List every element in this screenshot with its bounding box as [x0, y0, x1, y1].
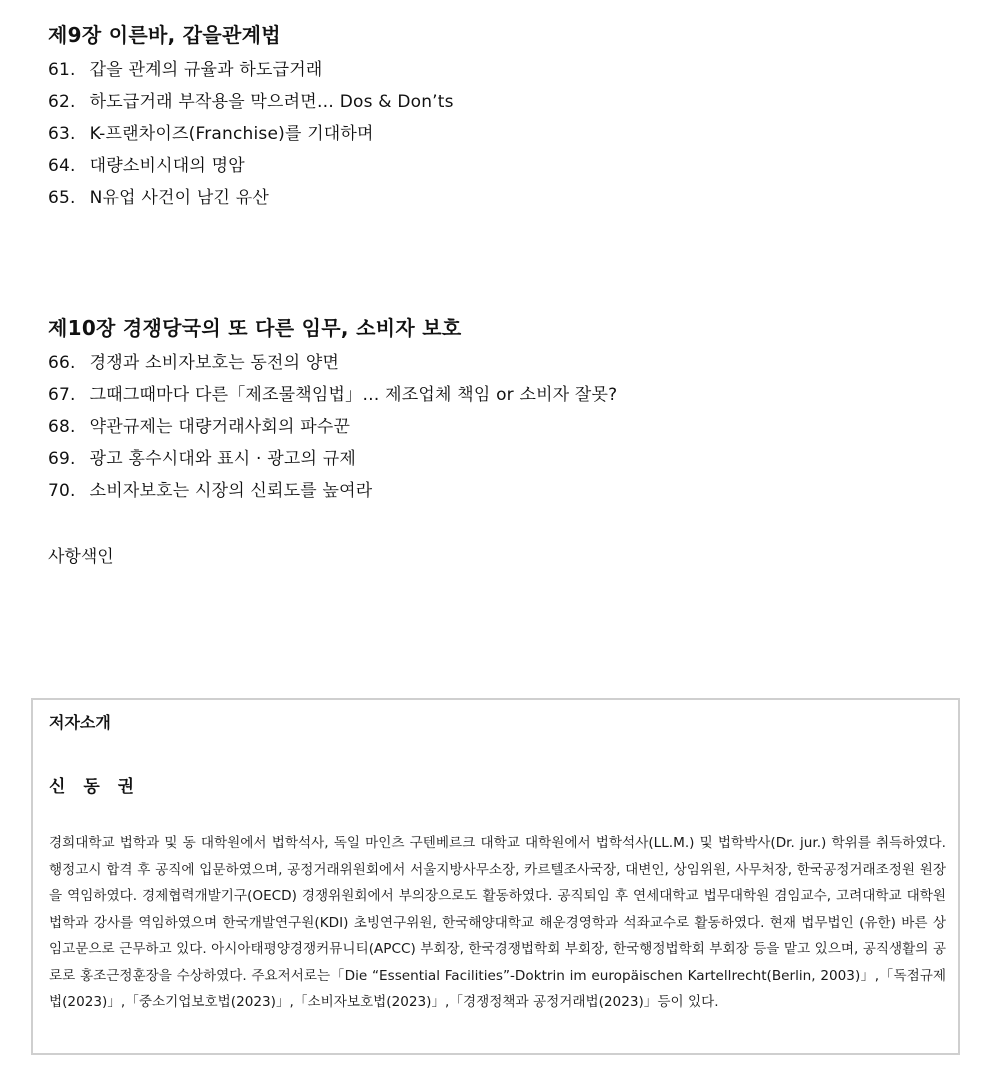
- toc-item-number: 64.: [48, 156, 76, 176]
- toc-item-number: 67.: [48, 385, 76, 405]
- author-bio: 경희대학교 법학과 및 동 대학원에서 법학석사, 독일 마인츠 구텐베르크 대학교 대학원에서 법학석사(LL.M.) 및 법학박사(Dr. jur.) 학위를 취득하였다. 행정고시 합격 후 공직에 입문하였으며, 공정거래위원회에서 서울지방사무소장, 카르텔조사국장, 대변인, 상임위원, 사무처장, 한국공정거래조정원 원장을 역임하였다. 경제협력개발기구(OECD) 경쟁위원회에서 부의장으로도 활동하였다. 공직퇴임 후 연세대학교 법무대학원 겸임교수, 고려대학교 대학원 법학과 강사를 역임하였으며 한국개발연구원(KDI) 초빙연구위원, 한국해양대학교 해운경영학과 석좌교수로 활동하였다. 현재 법무법인 (유한) 바른 상임고문으로 근무하고 있다. 아시아태평양경쟁커뮤니티(APCC) 부회장, 한국경쟁법학회 부회장, 한국행정법학회 부회장 등을 맡고 있으며, 공직생활의 공로로 홍조근정훈장을 수상하였다. 주요저서로는「Die “Essential Facilities”-Doktrin im europäischen Kartellrecht(Berlin, 2003)」,「독점규제법(2023)」,「중소기업보호법(2023)」,「소비자보호법(2023)」,「경쟁정책과 공정거래법(2023)」등이 있다.: [49, 835, 946, 1010]
- toc-item-number: 66.: [48, 353, 76, 373]
- chapter-10-toc-list: [48, 347, 617, 507]
- toc-item-68[interactable]: [48, 411, 617, 443]
- chapter-10-title: 제10장 경쟁당국의 또 다른 임무, 소비자 보호: [48, 316, 462, 340]
- toc-item-number: 61.: [48, 60, 76, 80]
- toc-item-70[interactable]: [48, 475, 617, 507]
- author-heading: 저자소개: [49, 713, 111, 732]
- toc-item-title: 소비자보호는 시장의 신뢰도를 높여라: [89, 481, 373, 501]
- chapter-9-section: [48, 20, 454, 214]
- chapter-9-title: 제9장 이른바, 갑을관계법: [48, 23, 281, 47]
- toc-item-number: 62.: [48, 92, 76, 112]
- toc-item-title: 경쟁과 소비자보호는 동전의 양면: [89, 353, 340, 373]
- toc-item-number: 63.: [48, 124, 76, 144]
- toc-item-64[interactable]: [48, 150, 454, 182]
- toc-item-63[interactable]: [48, 118, 454, 150]
- toc-item-62[interactable]: [48, 86, 454, 118]
- toc-item-65[interactable]: [48, 182, 454, 214]
- toc-item-number: 69.: [48, 449, 76, 469]
- toc-item-title: 약관규제는 대량거래사회의 파수꾼: [89, 417, 351, 437]
- toc-item-number: 65.: [48, 188, 76, 208]
- toc-item-title: N유업 사건이 남긴 유산: [89, 188, 269, 208]
- toc-item-66[interactable]: [48, 347, 617, 379]
- toc-item-title: 갑을 관계의 규율과 하도급거래: [89, 60, 323, 80]
- toc-item-title: 대량소비시대의 명암: [89, 156, 245, 176]
- author-info-box: [31, 698, 960, 1055]
- toc-item-67[interactable]: [48, 379, 617, 411]
- toc-item-title: 그때그때마다 다른「제조물책임법」… 제조업체 책임 or 소비자 잘못?: [89, 385, 618, 405]
- subject-index-link[interactable]: 사항색인: [48, 547, 114, 567]
- toc-item-title: 하도급거래 부작용을 막으려면… Dos & Don’ts: [89, 92, 454, 112]
- toc-item-title: 광고 홍수시대와 표시 · 광고의 규제: [89, 449, 356, 469]
- toc-item-number: 70.: [48, 481, 76, 501]
- toc-item-number: 68.: [48, 417, 76, 437]
- toc-item-61[interactable]: [48, 54, 454, 86]
- toc-item-title: K-프랜차이즈(Franchise)를 기대하며: [89, 124, 374, 144]
- chapter-10-section: [48, 313, 617, 507]
- chapter-9-toc-list: [48, 54, 454, 214]
- toc-item-69[interactable]: [48, 443, 617, 475]
- author-name: 신 동 권: [49, 777, 141, 797]
